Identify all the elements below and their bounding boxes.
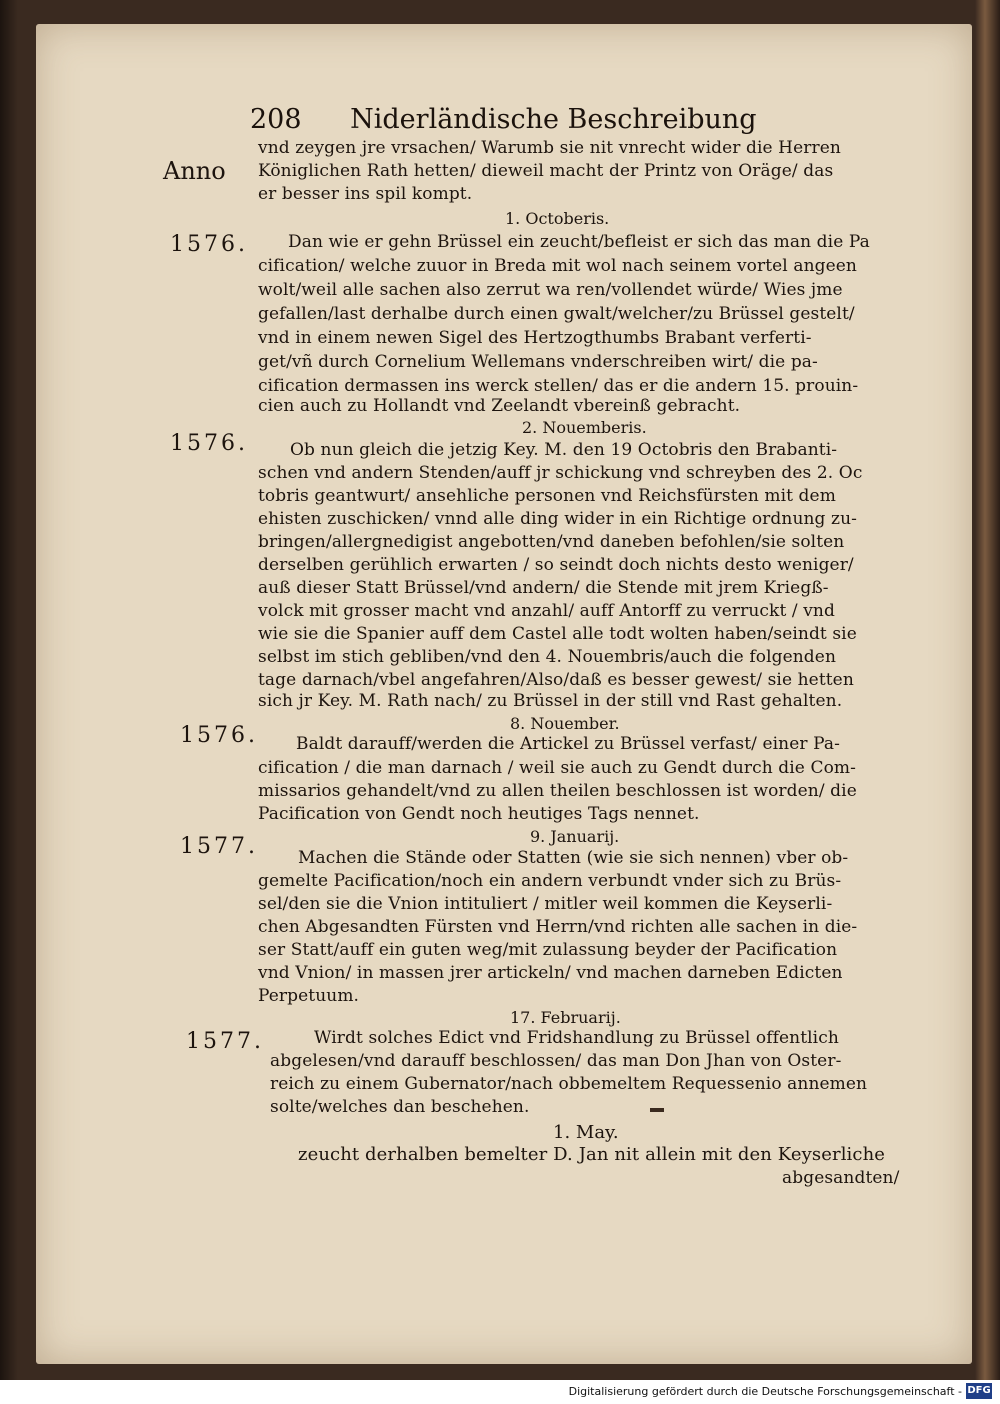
text-line: chen Abgesandten Fürsten vnd Herrn/vnd richten alle sachen in die- [258,917,858,937]
text-line: wie sie die Spanier auff dem Castel alle todt wolten haben/seindt sie [258,624,857,644]
footer-bar [0,1380,1000,1404]
text-line: missarios gehandelt/vnd zu allen theilen beschlossen ist worden/ die [258,781,857,801]
text-line: Machen die Stände oder Statten (wie sie sich nennen) vber ob- [298,848,849,868]
margin-year: 1576. [180,723,258,748]
text-line: ser Statt/auff ein guten weg/mit zulassung beyder der Pacification [258,940,838,960]
running-head [250,104,757,135]
text-line: selbst im stich gebliben/vnd den 4. Nouembris/auch die folgenden [258,647,836,667]
margin-year: 1576. [170,431,248,456]
text-line: ehisten zuschicken/ vnnd alle ding wider in ein Richtige ordnung zu- [258,509,857,529]
margin-year: 1577. [180,834,258,859]
text-line: auß dieser Statt Brüssel/vnd andern/ die Stende mit jrem Kriegß- [258,578,829,598]
running-title: Niderländische Beschreibung [350,104,757,135]
page-number: 208 [250,104,302,135]
text-line: wolt/weil alle sachen also zerrut wa ren/vollendet würde/ Wies jme [258,280,843,300]
date-heading: 1. Octoberis. [505,209,610,228]
text-line: bringen/allergnedigist angebotten/vnd daneben befohlen/sie solten [258,532,845,552]
margin-year: 1576. [170,232,248,257]
dfg-logo[interactable]: DFG [966,1383,992,1399]
text-line: cification/ welche zuuor in Breda mit wol nach seinem vortel angeen [258,256,857,276]
date-heading: 8. Nouember. [510,714,620,733]
text-line: gemelte Pacification/noch ein andern verbundt vnder sich zu Brüs- [258,871,842,891]
text-line: abgelesen/vnd darauff beschlossen/ das man Don Jhan von Oster- [270,1051,842,1071]
text-line: Ob nun gleich die jetzig Key. M. den 19 Octobris den Brabanti- [290,440,838,460]
text-line: schen vnd andern Stenden/auff jr schickung vnd schreyben des 2. Oc [258,463,863,483]
text-line: vnd in einem newen Sigel des Hertzogthumbs Brabant verferti- [258,328,812,348]
margin-anno: Anno [163,157,226,185]
text-line: cification / die man darnach / weil sie auch zu Gendt durch die Com- [258,758,856,778]
date-heading: 2. Nouemberis. [522,418,647,437]
text-line: Pacification von Gendt noch heutiges Tags nennet. [258,804,700,824]
date-heading: 9. Januarij. [530,827,620,846]
text-line: zeucht derhalben bemelter D. Jan nit allein mit den Keyserliche [298,1144,886,1165]
text-line: sel/den sie die Vnion intituliert / mitler weil kommen die Keyserli- [258,894,833,914]
text-line: sich jr Key. M. Rath nach/ zu Brüssel in der still vnd Rast gehalten. [258,691,843,711]
text-line: er besser ins spil kompt. [258,184,473,204]
text-line: vnd Vnion/ in massen jrer artickeln/ vnd machen darneben Edicten [258,963,843,983]
text-line: reich zu einem Gubernator/nach obbemeltem Requessenio annemen [270,1074,868,1094]
text-line: Perpetuum. [258,986,360,1006]
margin-year: 1577. [186,1029,264,1054]
text-line: tage darnach/vbel angefahren/Also/daß es besser gewest/ sie hetten [258,670,854,690]
date-heading: 17. Februarij. [510,1008,621,1027]
text-line: Dan wie er gehn Brüssel ein zeucht/befleist er sich das man die Pa [288,232,870,252]
footer-credit: Digitalisierung gefördert durch die Deutsche Forschungsgemeinschaft - [568,1385,962,1398]
catchword: abgesandten/ [782,1168,900,1188]
ink-mark [650,1108,664,1112]
text-line: Königlichen Rath hetten/ dieweil macht der Printz von Oräge/ das [258,161,834,181]
text-line: derselben gerühlich erwarten / so seindt doch nichts desto weniger/ [258,555,854,575]
text-line: cien auch zu Hollandt vnd Zeelandt vbereinß gebracht. [258,396,741,416]
text-line: vnd zeygen jre vrsachen/ Warumb sie nit vnrecht wider die Herren [258,138,841,158]
text-line: Wirdt solches Edict vnd Fridshandlung zu Brüssel offentlich [314,1028,839,1048]
text-line: tobris geantwurt/ ansehliche personen vnd Reichsfürsten mit dem [258,486,836,506]
date-heading: 1. May. [553,1122,619,1143]
text-line: gefallen/last derhalbe durch einen gwalt/welcher/zu Brüssel gestelt/ [258,304,855,324]
text-line: volck mit grosser macht vnd anzahl/ auff Antorff zu verruckt / vnd [258,601,835,621]
text-line: get/vñ durch Cornelium Wellemans vnderschreiben wirt/ die pa- [258,352,818,372]
text-line: Baldt darauff/werden die Artickel zu Brüssel verfast/ einer Pa- [296,734,840,754]
text-line: solte/welches dan beschehen. [270,1097,530,1117]
text-line: cification dermassen ins werck stellen/ das er die andern 15. prouin- [258,376,859,396]
